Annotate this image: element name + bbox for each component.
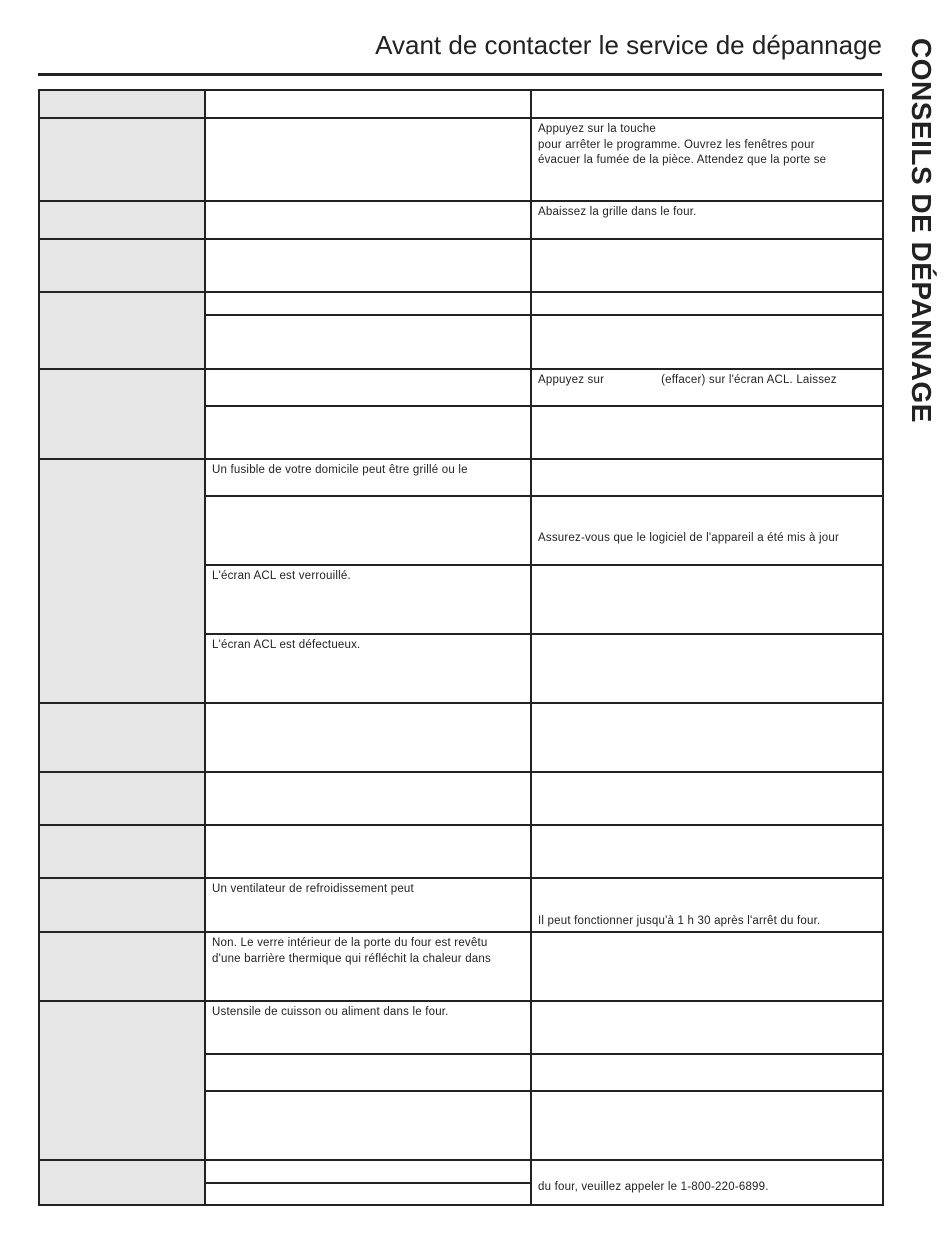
cause-cell <box>205 292 531 315</box>
solution-cell <box>531 459 883 496</box>
table-row <box>39 118 883 201</box>
problem-cell <box>39 239 205 292</box>
cause-text: Ustensile de cuisson ou aliment dans le four. <box>212 1006 449 1018</box>
solution-cell <box>531 878 883 932</box>
solution-cell <box>531 1054 883 1091</box>
cause-text: d'une barrière thermique qui réfléchit la chaleur dans <box>212 952 491 965</box>
solution-text: Abaissez la grille dans le four. <box>538 206 697 218</box>
cause-cell <box>205 118 531 201</box>
cause-cell <box>205 1091 531 1160</box>
solution-cell <box>531 292 883 315</box>
solution-cell <box>531 565 883 634</box>
solution-cell <box>531 201 883 239</box>
solution-text: Il peut fonctionner jusqu'à 1 h 30 après l'arrêt du four. <box>538 914 821 927</box>
problem-cell <box>39 369 205 459</box>
problem-cell <box>39 118 205 201</box>
solution-text: Appuyez sur (effacer) sur l'écran ACL. Laissez <box>538 374 837 386</box>
solution-cell <box>531 634 883 703</box>
problem-cell <box>39 1001 205 1160</box>
table-row <box>39 703 883 772</box>
side-section-title: CONSEILS DE DÉPANNAGE <box>906 38 937 423</box>
table-header-row <box>39 90 883 118</box>
cause-text: L'écran ACL est verrouillé. <box>212 570 351 582</box>
solution-text: pour arrêter le programme. Ouvrez les fenêtres pour <box>538 138 815 151</box>
cause-cell <box>205 932 531 1001</box>
solution-cell <box>531 932 883 1001</box>
problem-cell <box>39 825 205 878</box>
header-cell-cause <box>205 90 531 118</box>
cause-cell <box>205 1183 531 1205</box>
solution-cell <box>531 118 883 201</box>
table-row <box>39 825 883 878</box>
cause-cell <box>205 406 531 459</box>
cause-text: Un fusible de votre domicile peut être grillé ou le <box>212 464 468 476</box>
cause-cell <box>205 634 531 703</box>
table-row <box>39 459 883 496</box>
cause-cell <box>205 825 531 878</box>
cause-cell <box>205 1001 531 1054</box>
problem-cell <box>39 1160 205 1205</box>
solution-cell <box>531 1160 883 1205</box>
solution-text: du four, veuillez appeler le 1-800-220-6899. <box>538 1180 769 1193</box>
cause-cell <box>205 1054 531 1091</box>
problem-cell <box>39 703 205 772</box>
solution-cell <box>531 315 883 369</box>
cause-cell <box>205 1160 531 1183</box>
solution-cell <box>531 496 883 565</box>
solution-cell <box>531 239 883 292</box>
solution-cell <box>531 1091 883 1160</box>
solution-cell <box>531 825 883 878</box>
cause-cell <box>205 496 531 565</box>
solution-text: Appuyez sur la touche <box>538 123 656 135</box>
cause-cell <box>205 201 531 239</box>
problem-cell <box>39 201 205 239</box>
table-row <box>39 932 883 1001</box>
problem-cell <box>39 772 205 825</box>
cause-text: Un ventilateur de refroidissement peut <box>212 883 414 895</box>
cause-cell <box>205 565 531 634</box>
table-row <box>39 878 883 932</box>
cause-cell <box>205 772 531 825</box>
cause-cell <box>205 315 531 369</box>
cause-cell <box>205 239 531 292</box>
cause-text: L'écran ACL est défectueux. <box>212 639 361 651</box>
page-title: Avant de contacter le service de dépannage <box>375 30 882 60</box>
solution-cell <box>531 369 883 406</box>
table-row <box>39 1001 883 1054</box>
problem-cell <box>39 878 205 932</box>
table-row <box>39 369 883 406</box>
solution-cell <box>531 406 883 459</box>
solution-text: Assurez-vous que le logiciel de l'appareil a été mis à jour <box>538 531 840 544</box>
solution-cell <box>531 703 883 772</box>
problem-cell <box>39 292 205 369</box>
table-row <box>39 292 883 315</box>
solution-cell <box>531 1001 883 1054</box>
header-cell-solution <box>531 90 883 118</box>
cause-cell <box>205 703 531 772</box>
table-row <box>39 239 883 292</box>
troubleshooting-table <box>38 89 884 1206</box>
solution-cell <box>531 772 883 825</box>
table-row <box>39 1160 883 1183</box>
header-cell-problem <box>39 90 205 118</box>
solution-text: évacuer la fumée de la pièce. Attendez que la porte se <box>538 154 827 166</box>
cause-text: Non. Le verre intérieur de la porte du four est revêtu <box>212 937 488 949</box>
table-row <box>39 201 883 239</box>
title-divider <box>38 73 882 76</box>
cause-cell <box>205 878 531 932</box>
cause-cell <box>205 459 531 496</box>
table-row <box>39 772 883 825</box>
problem-cell <box>39 459 205 703</box>
cause-cell <box>205 369 531 406</box>
problem-cell <box>39 932 205 1001</box>
